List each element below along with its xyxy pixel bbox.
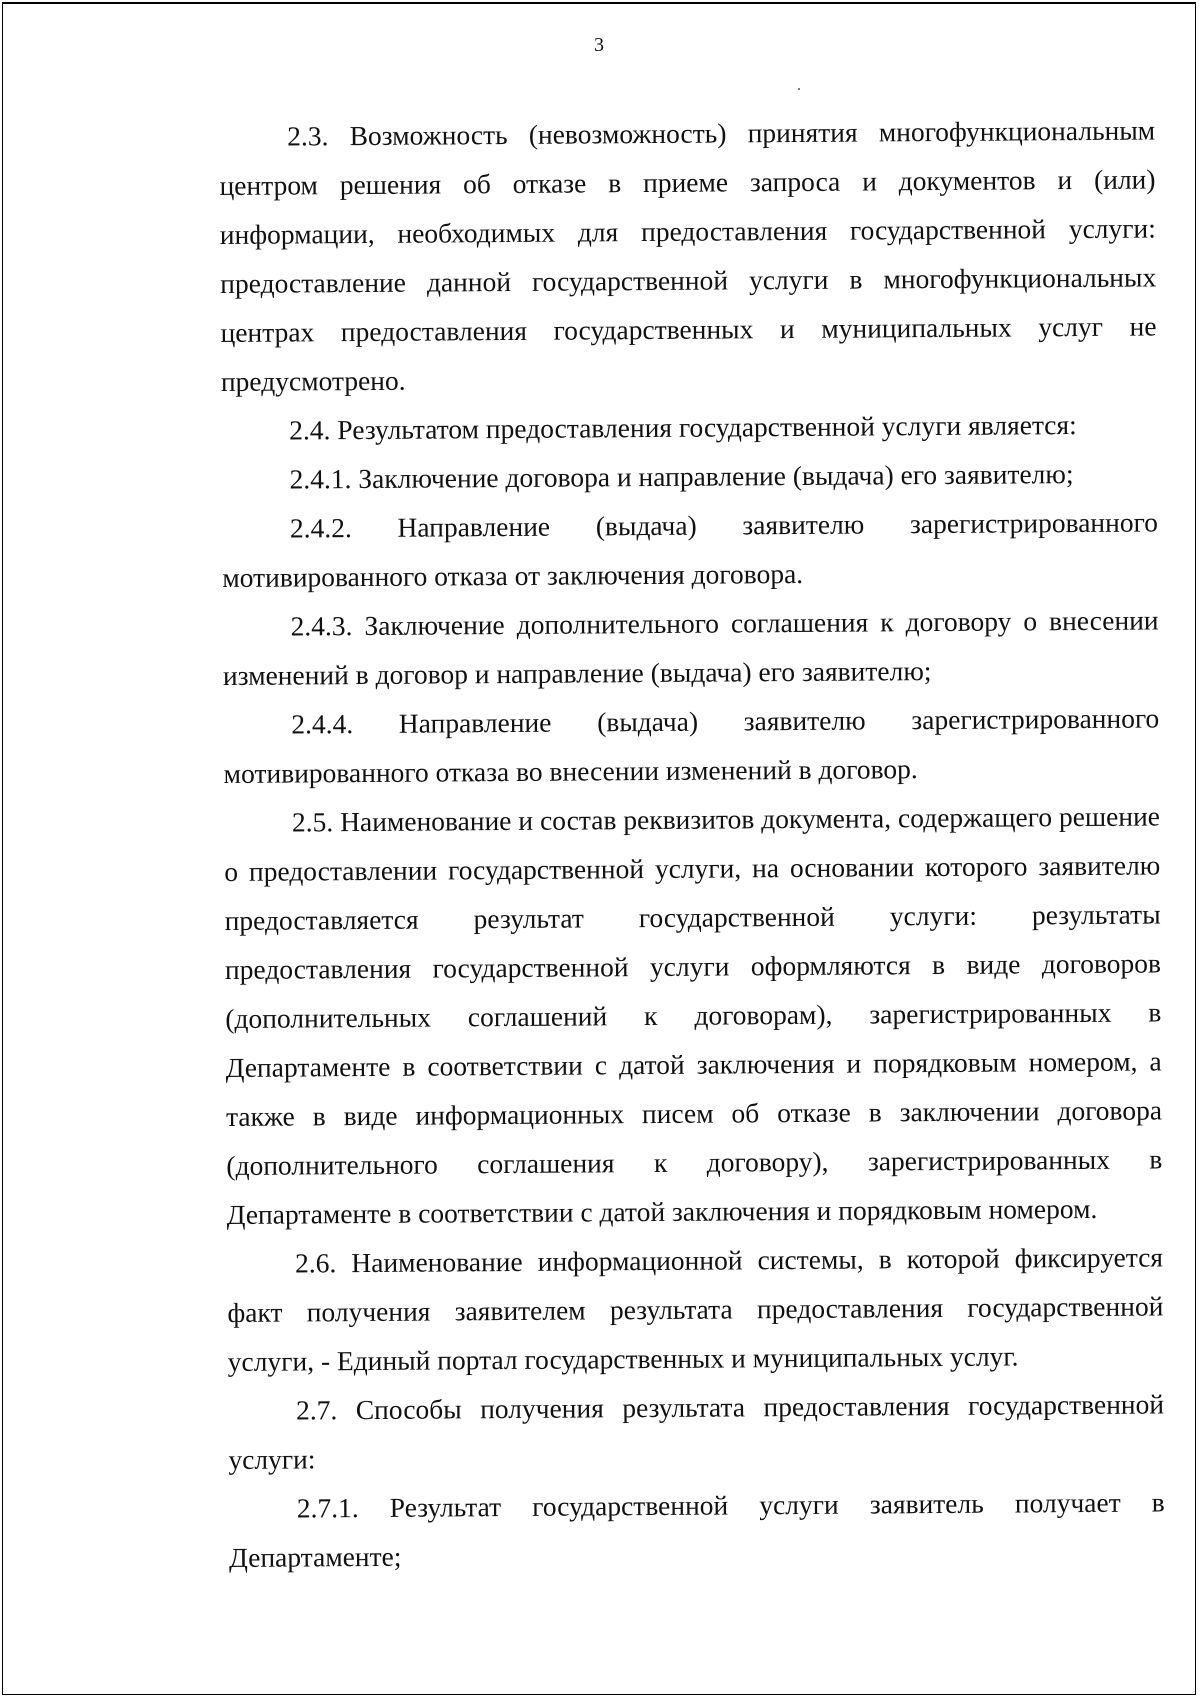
- paragraph-2-7-1: 2.7.1. Результат государственной услуги заявитель получает в Департаменте;: [228, 1486, 1165, 1573]
- paragraph-2-5: 2.5. Наименование и состав реквизитов документа, содержащего решение о предоставлении государственной услуги, на основании которого заявителю предоставляется результат государственной услуги: результаты предоставления государственной услуги оформляются в виде договоров (дополнительных соглашений к договорам), зарегистрированных в Департаменте в соответствии с датой заключения и порядковым номером, а также в виде информационных писем об отказе в заключении договора (дополнительного соглашения к договору), зарегистрированных в Департаменте в соответствии с датой заключения и порядковым номером.: [224, 800, 1163, 1230]
- paragraph-2-4-1: 2.4.1. Заключение договора и направление (выдача) его заявителю;: [289, 458, 1074, 495]
- paragraph-2-4-4: 2.4.4. Направление (выдача) заявителю зарегистрированного мотивированного отказа во внесении изменений в договор.: [223, 702, 1160, 789]
- paragraph-2-3: 2.3. Возможность (невозможность) принятия многофункциональным центром решения об отказе в приеме запроса и документов и (или) информации, необходимых для предоставления государственной услуги: предоставление данной государственной услуги в многофункциональных центрах предоставления государственных и муниципальных услуг не предусмотрено.: [219, 114, 1157, 397]
- scan-speck: [798, 88, 800, 90]
- document-body: [219, 105, 1165, 1581]
- paragraph-2-4-3: 2.4.3. Заключение дополнительного соглашения к договору о внесении изменений в договор и направление (выдача) его заявителю;: [222, 604, 1159, 691]
- paragraph-2-4: 2.4. Результатом предоставления государственной услуги является:: [289, 409, 1077, 446]
- document-page: [2, 2, 1196, 1695]
- page-number: 3: [594, 34, 604, 56]
- paragraph-2-4-2: 2.4.2. Направление (выдача) заявителю зарегистрированного мотивированного отказа от заключения договора.: [222, 506, 1158, 593]
- paragraph-2-7: 2.7. Способы получения результата предоставления государственной услуги:: [228, 1388, 1165, 1475]
- paragraph-2-6: 2.6. Наименование информационной системы, в которой фиксируется факт получения заявителем результата предоставления государственной услуги, - Единый портал государственных и муниципальных услуг.: [227, 1241, 1164, 1377]
